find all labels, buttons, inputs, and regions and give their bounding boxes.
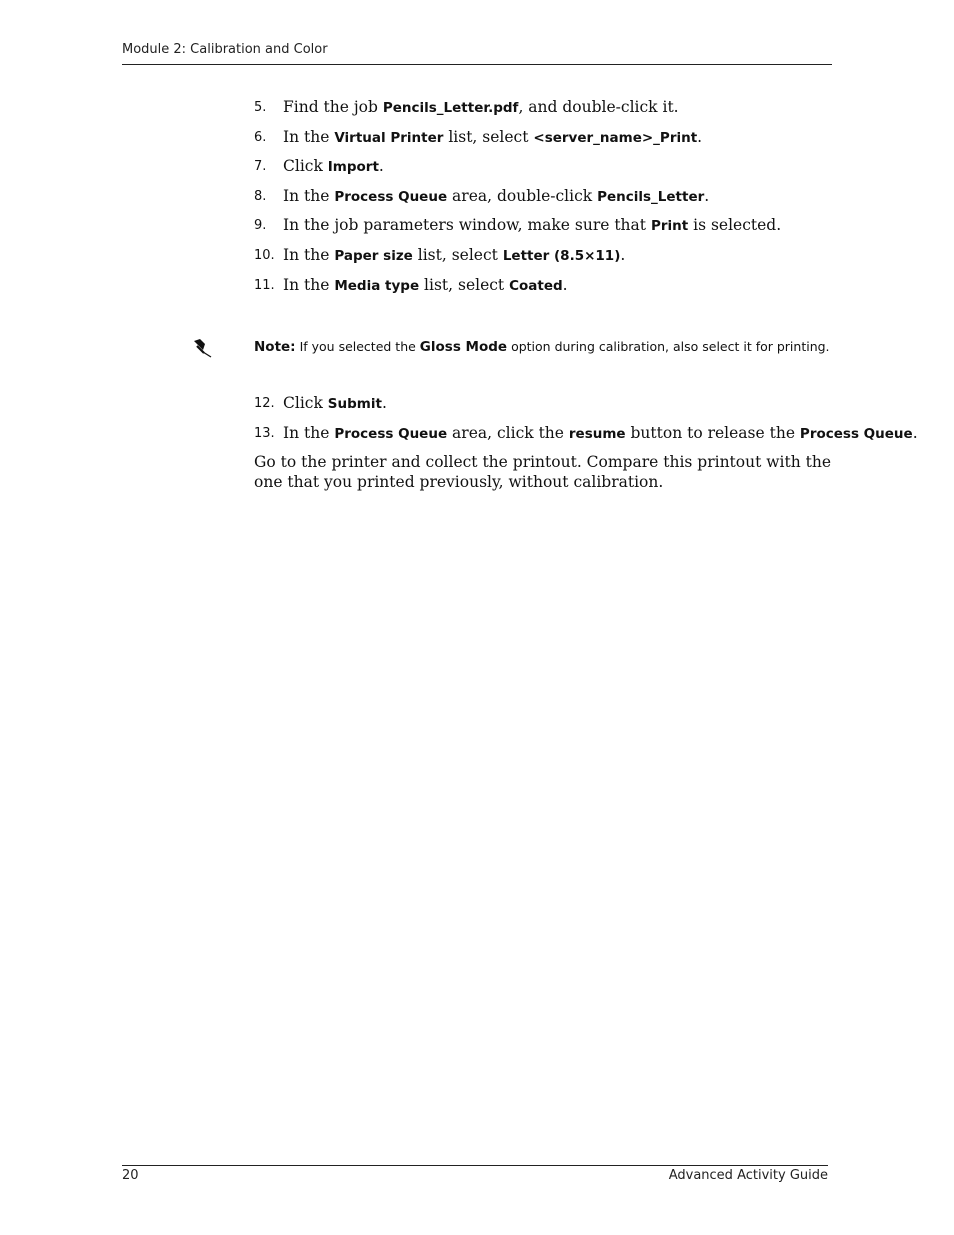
text-run: In the job parameters window, make sure that — [283, 216, 651, 235]
step-item — [254, 245, 854, 275]
ui-term: Letter (8.5×11) — [502, 247, 621, 264]
text-run: area, click the — [447, 423, 569, 442]
closing-paragraph: Go to the printer and collect the printout. Compare this printout with the one that you printed previously, without calibration. — [254, 453, 831, 491]
ui-term: Coated — [509, 277, 563, 294]
step-item — [254, 393, 854, 423]
ui-term: Print — [650, 218, 689, 235]
step-text — [283, 275, 568, 305]
step-item — [254, 127, 854, 157]
ui-term: Process Queue — [334, 188, 448, 205]
text-run: In the — [283, 186, 335, 205]
ui-term: Process Queue — [799, 425, 913, 442]
text-run: option during calibration, also select it for printing. — [507, 339, 830, 354]
text-run: Click — [283, 157, 328, 176]
step-item — [254, 215, 854, 245]
step-text — [283, 156, 384, 186]
text-run: If you selected the — [295, 339, 420, 354]
text-run: . — [697, 127, 703, 146]
ui-term: Submit — [327, 396, 382, 412]
step-number: 6. — [254, 129, 267, 145]
text-run: . — [378, 157, 384, 176]
step-number: 7. — [254, 159, 267, 175]
ui-term: Import — [327, 159, 379, 176]
step-number: 8. — [254, 188, 267, 204]
step-text — [283, 245, 625, 275]
step-number: 9. — [254, 218, 267, 234]
step-text — [283, 215, 781, 245]
step-number: 11. — [254, 277, 275, 293]
pushpin-icon — [191, 337, 213, 359]
text-run: button to release the — [625, 423, 800, 442]
steps-list-1 — [254, 97, 854, 304]
text-run: . — [704, 186, 710, 205]
text-run: In the — [283, 245, 335, 264]
text-run: list, select — [443, 127, 534, 146]
ui-term: <server_name>_Print — [533, 129, 698, 146]
step-text — [283, 423, 918, 453]
text-run: is selected. — [688, 216, 782, 235]
text-run: In the — [283, 127, 335, 146]
step-text — [283, 186, 709, 216]
text-run: . — [912, 423, 918, 442]
text-run: . — [381, 394, 387, 412]
page-number: 20 — [122, 1168, 139, 1183]
text-run: In the — [283, 423, 335, 442]
running-header — [122, 42, 832, 65]
guide-title: Advanced Activity Guide — [668, 1168, 828, 1183]
steps-list-2 — [254, 393, 918, 452]
step-item — [254, 186, 854, 216]
ui-term: Gloss Mode — [419, 339, 508, 355]
ui-term: Pencils_Letter.pdf — [382, 100, 519, 116]
step-item — [254, 97, 854, 127]
text-run: list, select — [412, 245, 503, 264]
step-number: 12. — [254, 396, 275, 411]
ui-term: resume — [568, 425, 626, 442]
step-text — [283, 97, 679, 127]
step-text — [283, 127, 702, 157]
step-number: 13. — [254, 425, 275, 441]
ui-term: Note: — [254, 339, 296, 355]
text-run: list, select — [419, 275, 510, 294]
ui-term: Pencils_Letter — [597, 188, 705, 205]
ui-term: Process Queue — [334, 425, 448, 442]
text-run: Find the job — [283, 98, 383, 116]
ui-term: Media type — [334, 277, 420, 294]
text-run: Click — [283, 394, 328, 412]
text-run: area, double-click — [447, 186, 598, 205]
text-run: , and double-click it. — [518, 98, 679, 116]
ui-term: Virtual Printer — [334, 129, 444, 146]
text-run: . — [562, 275, 568, 294]
step-text — [283, 393, 387, 423]
step-number: 10. — [254, 247, 275, 263]
text-run: In the — [283, 275, 335, 294]
step-number: 5. — [254, 100, 267, 115]
note — [254, 339, 854, 355]
header-title: Module 2: Calibration and Color — [122, 42, 328, 57]
ui-term: Paper size — [334, 247, 413, 264]
step-item — [254, 275, 854, 305]
running-footer — [122, 1165, 828, 1183]
step-item — [254, 423, 918, 453]
step-item — [254, 156, 854, 186]
text-run: . — [620, 245, 626, 264]
